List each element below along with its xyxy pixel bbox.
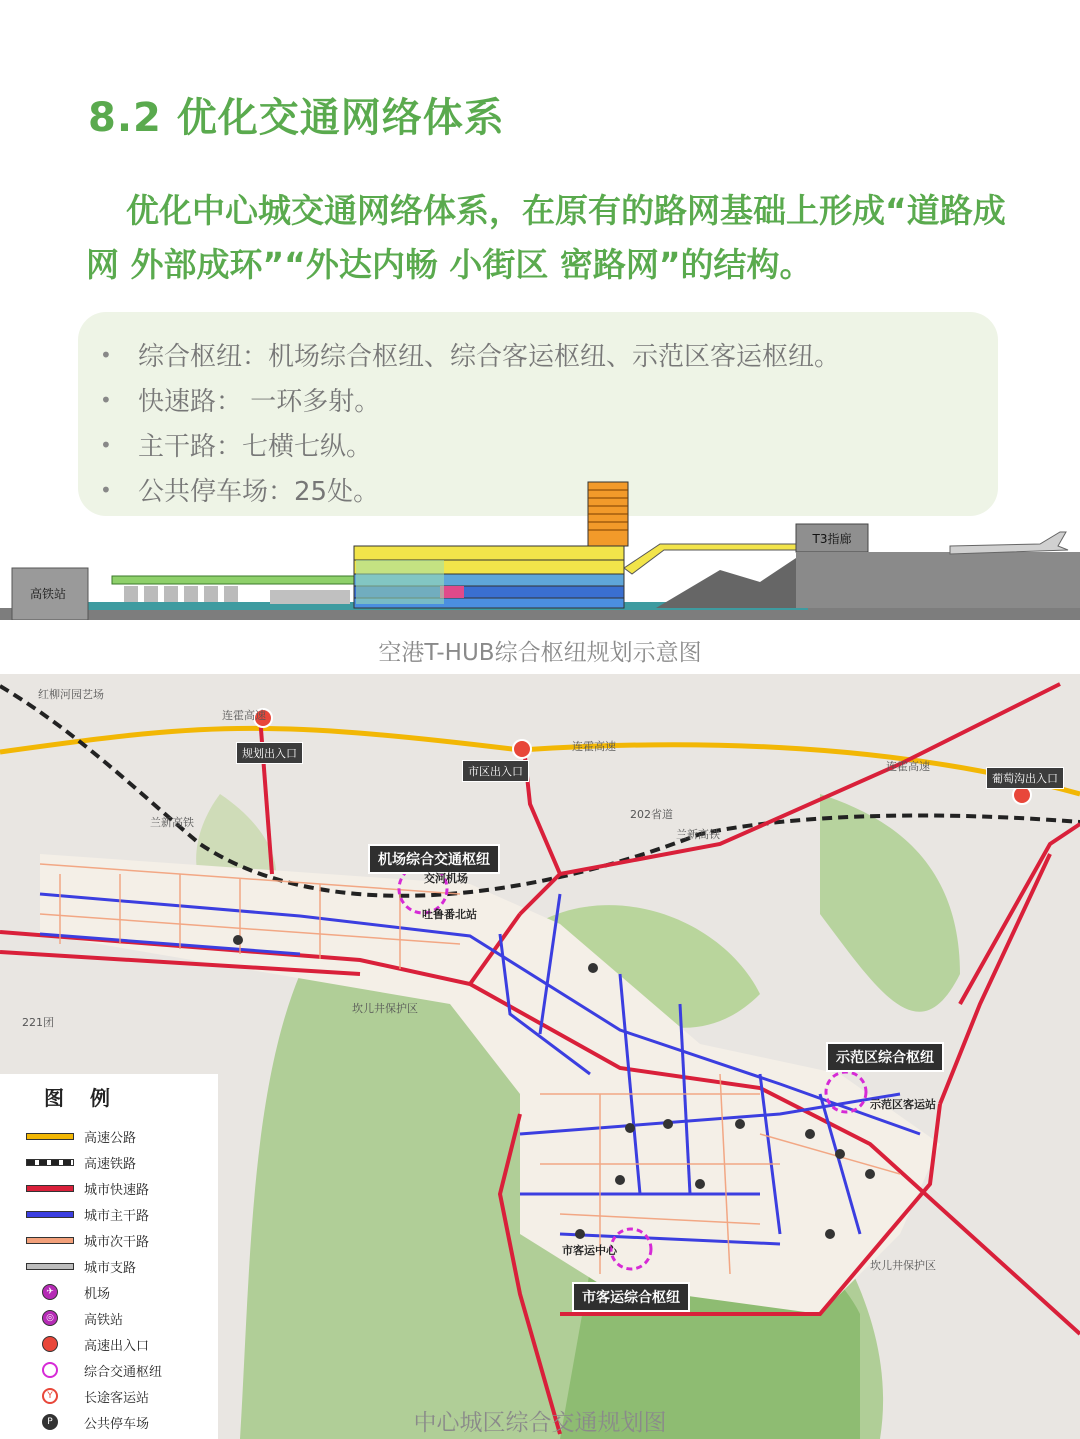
station-label: 高铁站 xyxy=(29,587,67,601)
summary-item: • 公共停车场：25处。 xyxy=(100,467,840,512)
bus-station-icon: Y xyxy=(42,1388,58,1404)
place-label: 红柳河园艺场 xyxy=(38,688,104,701)
legend-title: 图例 xyxy=(44,1086,136,1110)
summary-item: • 主干路：七横七纵。 xyxy=(100,422,840,467)
intro-paragraph: 优化中心城交通网络体系，在原有的路网基础上形成“道路成网 外部成环”“外达内畅 小街区 密路网”的结构。 xyxy=(86,191,1006,284)
legend-label: 高速公路 xyxy=(84,1130,137,1146)
entrance-label: 葡萄沟出入口 xyxy=(986,767,1064,789)
legend-item xyxy=(24,1357,218,1383)
legend-item xyxy=(24,1149,218,1175)
hub-label: 示范区综合枢纽 xyxy=(826,1042,944,1072)
hub-label: 机场综合交通枢纽 xyxy=(368,844,500,874)
legend-label: 城市次干路 xyxy=(84,1234,150,1250)
legend-item xyxy=(24,1227,218,1253)
legend-item xyxy=(24,1279,218,1305)
secondary-line-icon xyxy=(26,1237,74,1244)
legend-label: 长途客运站 xyxy=(84,1390,150,1406)
place-label: 221团 xyxy=(22,1016,54,1029)
expressway-line-icon xyxy=(26,1185,74,1192)
place-label: 示范区客运站 xyxy=(870,1098,936,1111)
map-legend xyxy=(0,1074,218,1439)
legend-label: 机场 xyxy=(84,1286,111,1302)
legend-label: 城市支路 xyxy=(84,1260,137,1276)
highway-exit-icon xyxy=(42,1336,58,1352)
legend-label: 高速出入口 xyxy=(84,1338,150,1354)
legend-label: 综合交通枢纽 xyxy=(84,1364,163,1380)
legend-item xyxy=(24,1123,218,1149)
parking-icon: P xyxy=(42,1414,58,1430)
branch-line-icon xyxy=(26,1263,74,1270)
summary-item-text: 快速路： 一环多射。 xyxy=(138,387,381,417)
legend-item xyxy=(24,1253,218,1279)
rail-station-icon: ◎ xyxy=(42,1310,58,1326)
railway-line-icon xyxy=(26,1159,74,1166)
road-label: 兰新高铁 xyxy=(150,816,194,829)
road-label: 兰新高铁 xyxy=(676,828,720,841)
page-heading: 8.2 优化交通网络体系 xyxy=(88,95,505,141)
legend-item xyxy=(24,1201,218,1227)
entrance-label: 规划出入口 xyxy=(236,742,303,764)
transport-plan-map xyxy=(0,674,1080,1439)
legend-item xyxy=(24,1175,218,1201)
summary-item-text: 综合枢纽：机场综合枢纽、综合客运枢纽、示范区客运枢纽。 xyxy=(138,342,841,372)
place-label: 市客运中心 xyxy=(562,1244,617,1257)
place-label: 交河机场 xyxy=(424,872,468,885)
place-label: 吐鲁番北站 xyxy=(422,908,477,921)
summary-item-text: 公共停车场：25处。 xyxy=(138,477,380,507)
hub-section-figure xyxy=(0,478,1080,620)
legend-item xyxy=(24,1305,218,1331)
t3-label: T3指廊 xyxy=(812,532,852,546)
legend-item xyxy=(24,1331,218,1357)
road-label: 连霍高速 xyxy=(572,740,616,753)
legend-label: 公共停车场 xyxy=(84,1416,150,1432)
place-label: 坎儿井保护区 xyxy=(870,1259,936,1272)
arterial-line-icon xyxy=(26,1211,74,1218)
legend-label: 高铁站 xyxy=(84,1312,124,1328)
map-caption: 中心城区综合交通规划图 xyxy=(413,1410,667,1436)
summary-item: • 综合枢纽：机场综合枢纽、综合客运枢纽、示范区客运枢纽。 xyxy=(100,332,840,377)
airport-icon: ✈ xyxy=(42,1284,58,1300)
road-label: 202省道 xyxy=(630,808,673,821)
highway-line-icon xyxy=(26,1133,74,1140)
section-caption: 空港T-HUB综合枢纽规划示意图 xyxy=(378,640,702,666)
summary-item-text: 主干路：七横七纵。 xyxy=(138,432,373,462)
hub-section-drawing xyxy=(0,478,1080,620)
hub-label: 市客运综合枢纽 xyxy=(572,1282,690,1312)
hub-icon xyxy=(42,1362,58,1378)
legend-label: 城市快速路 xyxy=(84,1182,150,1198)
road-label: 连霍高速 xyxy=(222,709,266,722)
entrance-label: 市区出入口 xyxy=(462,760,529,782)
legend-label: 城市主干路 xyxy=(84,1208,150,1224)
legend-label: 高速铁路 xyxy=(84,1156,137,1172)
road-label: 连霍高速 xyxy=(886,760,930,773)
summary-item: • 快速路： 一环多射。 xyxy=(100,377,840,422)
place-label: 坎儿井保护区 xyxy=(352,1002,418,1015)
